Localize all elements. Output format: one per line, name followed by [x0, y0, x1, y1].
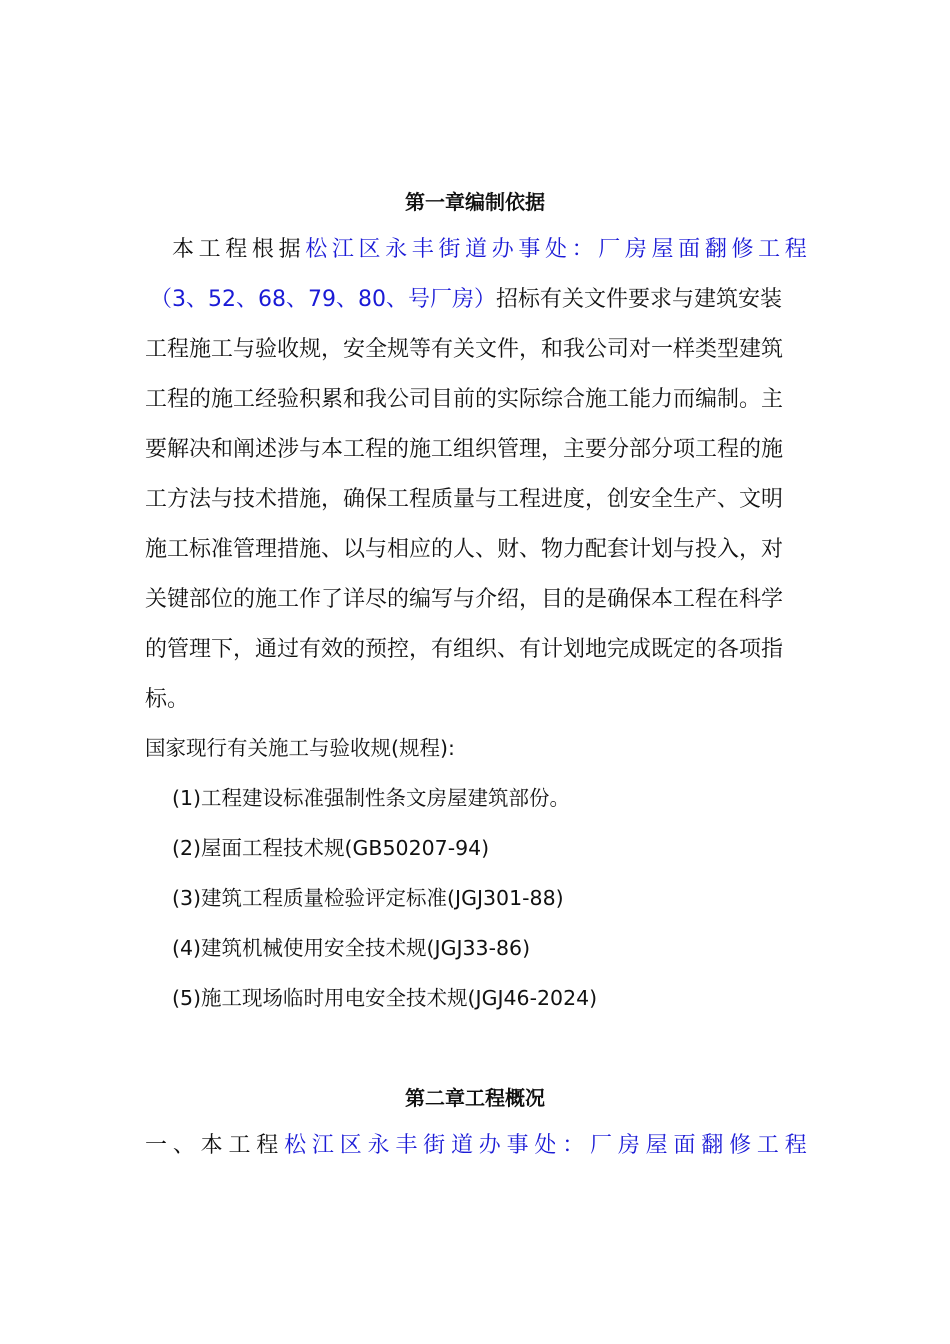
char: 厂 — [590, 1133, 613, 1158]
char: 程 — [784, 1133, 807, 1158]
char: 处 — [544, 237, 567, 262]
para-line-1-spread — [172, 235, 807, 265]
chapter2-item1 — [145, 1131, 807, 1161]
char: 事 — [506, 1133, 529, 1158]
char: 事 — [518, 237, 541, 262]
char: 工 — [198, 237, 221, 262]
standard-item: (5)施工现场临时用电安全技术规(JGJ46-2024) — [172, 986, 598, 1010]
char: ： — [562, 1133, 585, 1158]
char: 房 — [624, 237, 647, 262]
char: 程 — [784, 237, 807, 262]
chapter2-item1-spread — [145, 1131, 807, 1161]
char: 根 — [251, 237, 274, 262]
char: 屋 — [651, 237, 674, 262]
char: 丰 — [411, 237, 434, 262]
para-line: 工程的施工经验积累和我公司目前的实际综合施工能力而编制。主 — [145, 387, 784, 412]
char: 江 — [331, 237, 354, 262]
char: 据 — [278, 237, 301, 262]
char: 江 — [311, 1133, 334, 1158]
char: 街 — [438, 237, 461, 262]
chapter1-title: 第一章编制依据 — [405, 190, 545, 214]
char: 工 — [228, 1133, 251, 1158]
char: ： — [571, 237, 594, 262]
char: 屋 — [645, 1133, 668, 1158]
para-line: 工程施工与验收规，安全规等有关文件，和我公司对一样类型建筑 — [145, 337, 784, 362]
char: 、 — [172, 1133, 195, 1158]
char: 松 — [284, 1133, 307, 1158]
para-line: 标。 — [145, 687, 190, 712]
char: 一 — [145, 1133, 168, 1158]
para-line-2 — [150, 285, 807, 315]
char: 办 — [491, 237, 514, 262]
char: 区 — [339, 1133, 362, 1158]
chapter2-title: 第二章工程概况 — [405, 1086, 545, 1110]
char: 工 — [756, 1133, 779, 1158]
char: 房 — [617, 1133, 640, 1158]
char: 面 — [678, 237, 701, 262]
para-line: 要解决和阐述涉与本工程的施工组织管理，主要分部分项工程的施 — [145, 437, 784, 462]
para-line: 工方法与技术措施，确保工程质量与工程进度，创安全生产、文明 — [145, 487, 784, 512]
char: 本 — [200, 1133, 223, 1158]
char: 程 — [256, 1133, 279, 1158]
char: 面 — [673, 1133, 696, 1158]
standards-intro: 国家现行有关施工与验收规(规程): — [145, 736, 455, 760]
char: 道 — [450, 1133, 473, 1158]
char: 街 — [423, 1133, 446, 1158]
char: 工 — [758, 237, 781, 262]
para-line-1 — [172, 235, 807, 265]
char: 翻 — [701, 1133, 724, 1158]
char: 永 — [385, 237, 408, 262]
char: 永 — [367, 1133, 390, 1158]
char: 道 — [465, 237, 488, 262]
char: 松 — [305, 237, 328, 262]
para-line-2-tail: 招标有关文件要求与建筑安装 — [495, 287, 782, 312]
char: 丰 — [395, 1133, 418, 1158]
standard-item: (3)建筑工程质量检验评定标准(JGJ301-88) — [172, 886, 564, 910]
standard-item: (1)工程建设标准强制性条文房屋建筑部份。 — [172, 786, 571, 810]
para-line: 施工标准管理措施、以与相应的人、财、物力配套计划与投入，对 — [145, 537, 784, 562]
char: 程 — [225, 237, 248, 262]
char: 修 — [731, 237, 754, 262]
char: 厂 — [598, 237, 621, 262]
char: 翻 — [704, 237, 727, 262]
char: 处 — [534, 1133, 557, 1158]
char: 区 — [358, 237, 381, 262]
standard-item: (2)屋面工程技术规(GB50207-94) — [172, 836, 490, 860]
project-scope: （3、52、68、79、80、号厂房） — [150, 287, 496, 312]
para-line: 关键部位的施工作了详尽的编写与介绍，目的是确保本工程在科学 — [145, 587, 784, 612]
para-line: 的管理下，通过有效的预控，有组织、有计划地完成既定的各项指 — [145, 637, 784, 662]
char: 本 — [172, 237, 195, 262]
char: 办 — [478, 1133, 501, 1158]
char: 修 — [729, 1133, 752, 1158]
standard-item: (4)建筑机械使用安全技术规(JGJ33-86) — [172, 936, 531, 960]
